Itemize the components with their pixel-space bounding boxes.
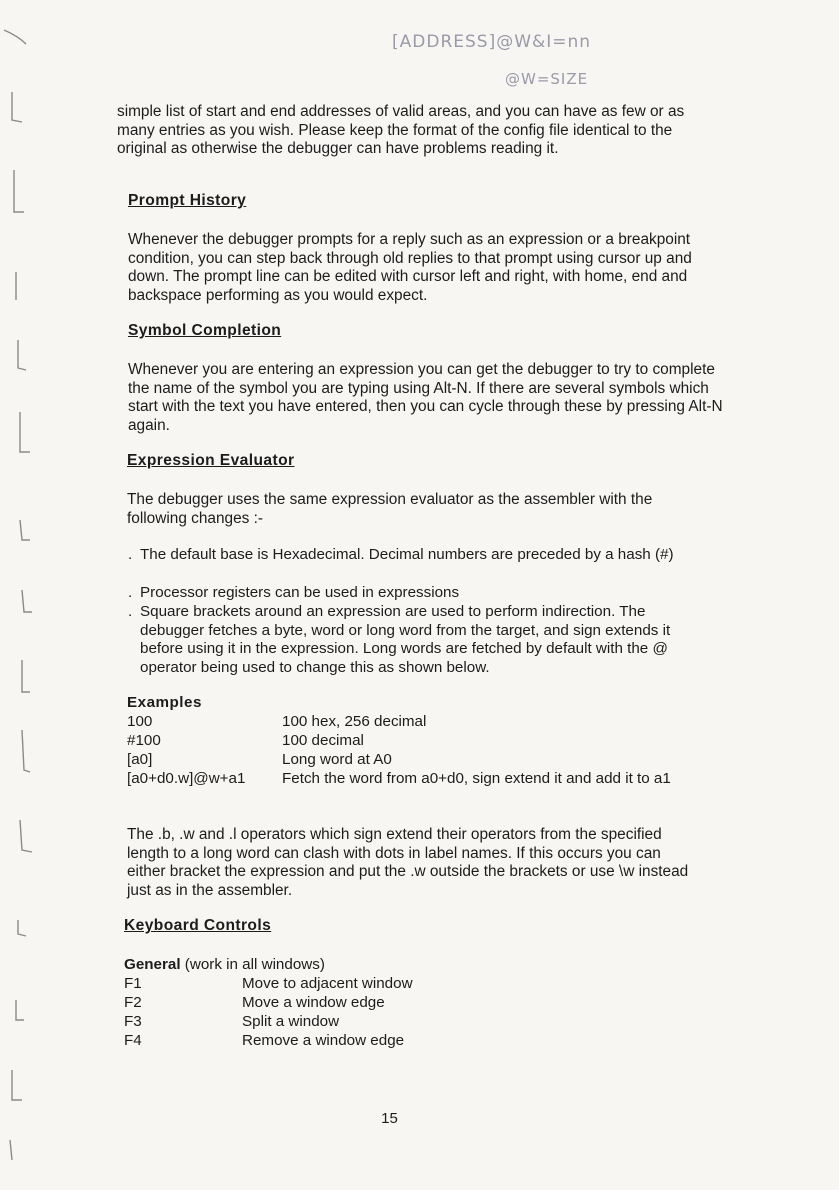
key-name: F1 xyxy=(124,975,142,992)
key-name: F4 xyxy=(124,1032,142,1049)
heading-symbol-completion: Symbol Completion xyxy=(128,322,282,339)
handwritten-annotation-address: [ADDRESS]@W&I=nn xyxy=(392,32,592,52)
heading-prompt-history: Prompt History xyxy=(128,192,247,209)
prompt-history-paragraph: Whenever the debugger prompts for a reply such as an expression or a breakpoint condition, you can step back through old replies to that prompt using cursor up and down. The prompt line can be edited with cursor left and right, with home, end and backspace performing as you would expect. xyxy=(128,231,692,304)
heading-keyboard-controls: Keyboard Controls xyxy=(124,917,272,934)
key-name: F2 xyxy=(124,994,142,1011)
page-number: 15 xyxy=(381,1110,398,1127)
bullet-item xyxy=(128,546,695,565)
general-controls-heading xyxy=(124,956,325,975)
heading-examples: Examples xyxy=(127,694,202,711)
key-action: Split a window xyxy=(242,1013,340,1030)
heading-expression-evaluator: Expression Evaluator xyxy=(127,452,295,469)
example-description: 100 hex, 256 decimal xyxy=(282,713,427,730)
bullet-text: The default base is Hexadecimal. Decimal numbers are preceded by a hash (#) xyxy=(140,546,674,563)
example-expression: [a0] xyxy=(127,751,153,768)
key-action: Move to adjacent window xyxy=(242,975,413,992)
bullet-text: Square brackets around an expression are used to perform indirection. The debugger fetches a byte, word or long word from the target, and sign extends it before using it in the expression. Long words are fetched by default with the @ operator being used to change this as shown below. xyxy=(140,603,671,676)
bullet-mark: . xyxy=(128,546,133,563)
operators-note-paragraph: The .b, .w and .l operators which sign extend their operators from the specified length to a long word can clash with dots in label names. If this occurs you can either bracket the expression and put the .w outside the brackets or use \w instead just as in the assembler. xyxy=(127,826,689,899)
key-action: Move a window edge xyxy=(242,994,385,1011)
example-description: Fetch the word from a0+d0, sign extend it and add it to a1 xyxy=(282,770,671,787)
intro-paragraph: simple list of start and end addresses of valid areas, and you can have as few or as many entries as you wish. Please keep the format of the config file identical to the original as otherwise the debugger can have problems reading it. xyxy=(117,103,685,158)
example-description: 100 decimal xyxy=(282,732,364,749)
example-description: Long word at A0 xyxy=(282,751,392,768)
example-expression: 100 xyxy=(127,713,153,730)
general-label: General xyxy=(124,956,181,973)
expression-evaluator-paragraph: The debugger uses the same expression evaluator as the assembler with the following changes :- xyxy=(127,491,653,527)
bullet-mark: . xyxy=(128,603,133,620)
key-action: Remove a window edge xyxy=(242,1032,405,1049)
binding-edge-marks xyxy=(0,0,40,1190)
bullet-item xyxy=(128,603,710,677)
example-expression: [a0+d0.w]@w+a1 xyxy=(127,770,246,787)
example-expression: #100 xyxy=(127,732,161,749)
bullet-mark: . xyxy=(128,584,133,601)
symbol-completion-paragraph: Whenever you are entering an expression you can get the debugger to try to complete the name of the symbol you are typing using Alt-N. If there are several symbols which start with the text you have entered, then you can cycle through these by pressing Alt-N again. xyxy=(128,361,723,434)
key-name: F3 xyxy=(124,1013,142,1030)
bullet-item xyxy=(128,584,695,603)
general-note: (work in all windows) xyxy=(184,956,325,973)
bullet-text: Processor registers can be used in expressions xyxy=(140,584,460,601)
handwritten-annotation-size: @W=SIZE xyxy=(505,70,589,88)
